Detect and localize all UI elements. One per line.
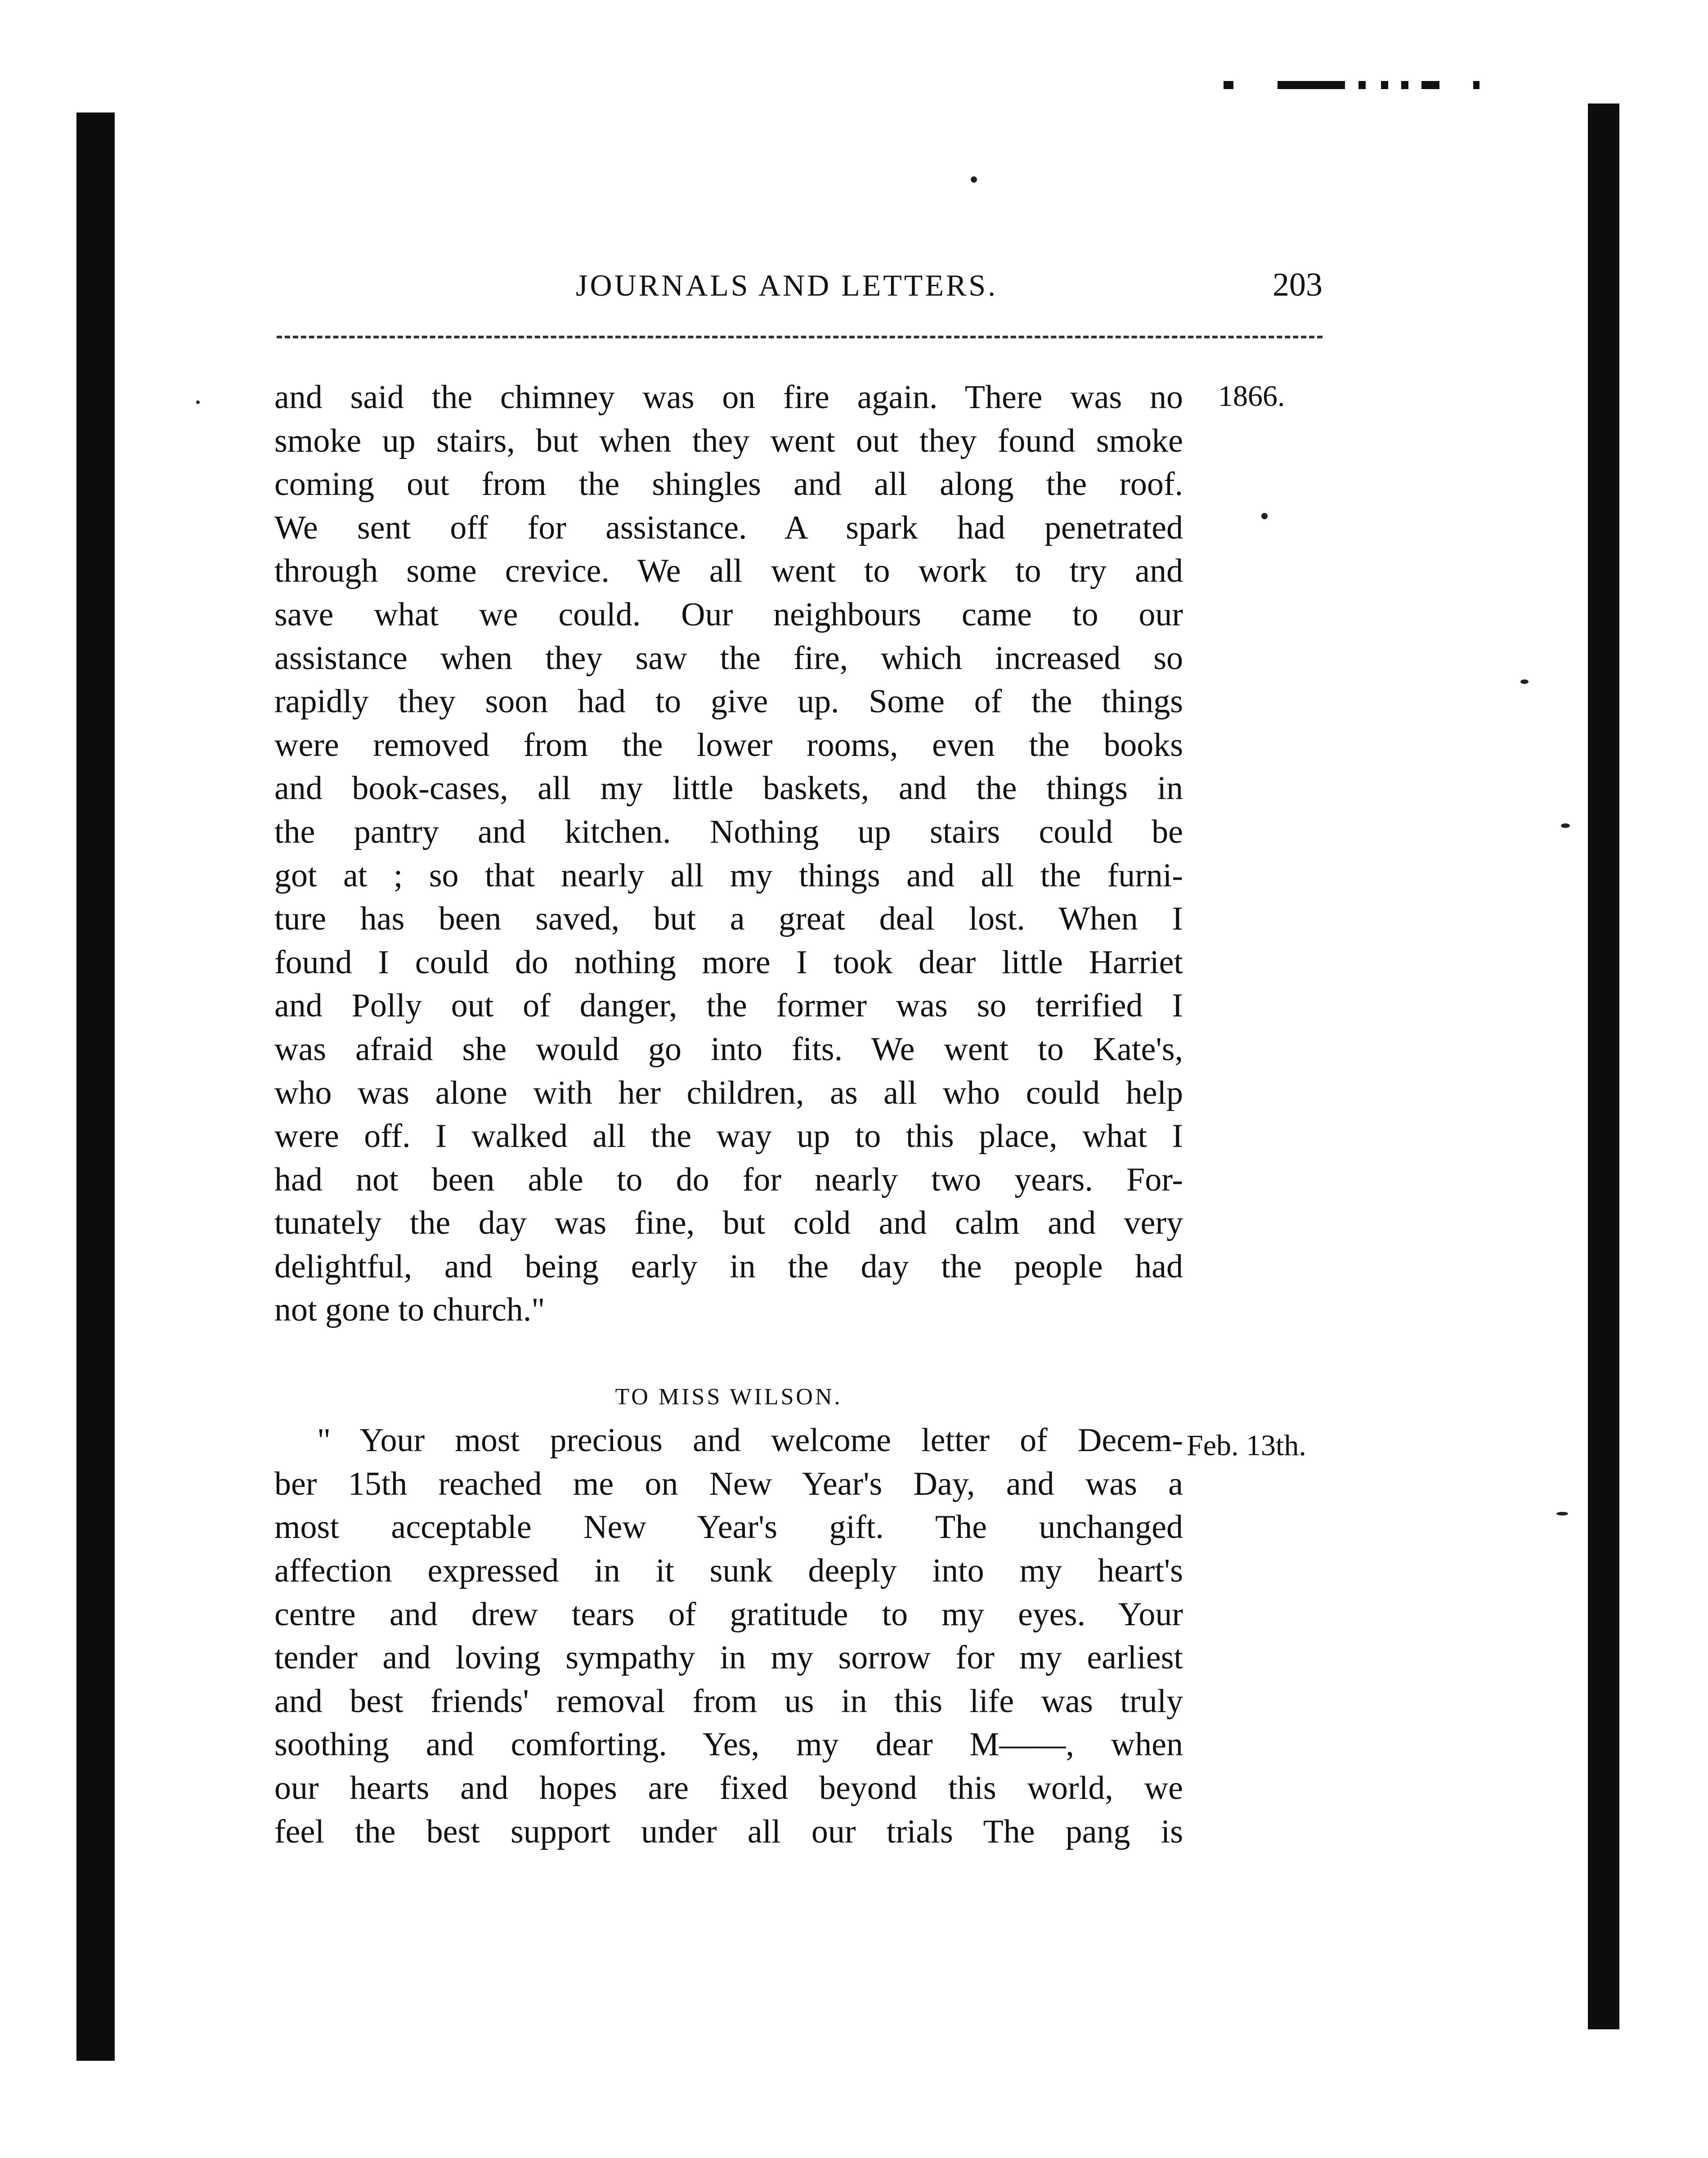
letter-heading: TO MISS WILSON. [615, 1384, 843, 1410]
text-line: ber 15th reached me on New Year's Day, and was a [274, 1465, 1183, 1502]
scan-top-marks [1224, 81, 1484, 92]
page-number: 203 [1273, 266, 1322, 303]
text-line: tunately the day was fine, but cold and calm and very [274, 1205, 1183, 1242]
text-line: and said the chimney was on fire again. There was no [274, 379, 1183, 416]
text-line: rapidly they soon had to give up. Some of the things [274, 683, 1183, 720]
text-line: the pantry and kitchen. Nothing up stairs could be [274, 813, 1183, 850]
text-line: our hearts and hopes are fixed beyond this world, we [274, 1770, 1183, 1807]
text-line: were off. I walked all the way up to this place, what I [274, 1118, 1183, 1155]
text-line: soothing and comforting. Yes, my dear M——, when [274, 1726, 1183, 1763]
scan-edge-left [76, 112, 115, 2061]
margin-note-date: Feb. 13th. [1187, 1429, 1306, 1462]
body-text [274, 376, 1183, 1853]
text-line: save what we could. Our neighbours came to our [274, 596, 1183, 633]
text-line: who was alone with her children, as all who could help [274, 1074, 1183, 1111]
text-line: " Your most precious and welcome letter of Decem- [317, 1422, 1183, 1459]
scan-edge-right [1588, 103, 1619, 2029]
text-line: through some crevice. We all went to work to try and [274, 553, 1183, 590]
text-line: and book-cases, all my little baskets, and the things in [274, 770, 1183, 807]
text-line: ture has been saved, but a great deal lost. When I [274, 900, 1183, 938]
text-line: assistance when they saw the fire, which increased so [274, 639, 1183, 677]
text-line: centre and drew tears of gratitude to my eyes. Your [274, 1596, 1183, 1633]
scan-speck [1261, 513, 1268, 519]
text-line: had not been able to do for nearly two years. For- [274, 1161, 1183, 1198]
text-line: affection expressed in it sunk deeply into my heart's [274, 1552, 1183, 1590]
text-line: not gone to church." [274, 1291, 545, 1329]
text-line: and Polly out of danger, the former was so terrified I [274, 987, 1183, 1025]
running-head [270, 268, 1322, 308]
text-line: feel the best support under all our trials The pang is [274, 1813, 1183, 1850]
scan-speck [1556, 1512, 1568, 1515]
header-rule [277, 336, 1322, 338]
text-line: found I could do nothing more I took dear little Harriet [274, 944, 1183, 981]
text-line: got at ; so that nearly all my things and all the furni- [274, 857, 1183, 894]
text-line: were removed from the lower rooms, even the books [274, 726, 1183, 764]
text-line: smoke up stairs, but when they went out they found smoke [274, 422, 1183, 459]
scan-speck [196, 400, 200, 404]
scan-speck [971, 176, 977, 183]
text-line: delightful, and being early in the day the people had [274, 1248, 1183, 1285]
text-line: We sent off for assistance. A spark had penetrated [274, 509, 1183, 546]
margin-note-year: 1866. [1218, 380, 1285, 413]
text-line: tender and loving sympathy in my sorrow for my earliest [274, 1639, 1183, 1677]
paragraph-gap [274, 1332, 1183, 1376]
scan-speck [1561, 823, 1570, 828]
text-line: most acceptable New Year's gift. The unchanged [274, 1509, 1183, 1546]
text-line: was afraid she would go into fits. We went to Kate's, [274, 1030, 1183, 1068]
text-line: and best friends' removal from us in this life was truly [274, 1682, 1183, 1720]
text-line: coming out from the shingles and all along the roof. [274, 466, 1183, 503]
running-title: JOURNALS AND LETTERS. [576, 268, 998, 302]
scan-speck [1520, 679, 1529, 684]
